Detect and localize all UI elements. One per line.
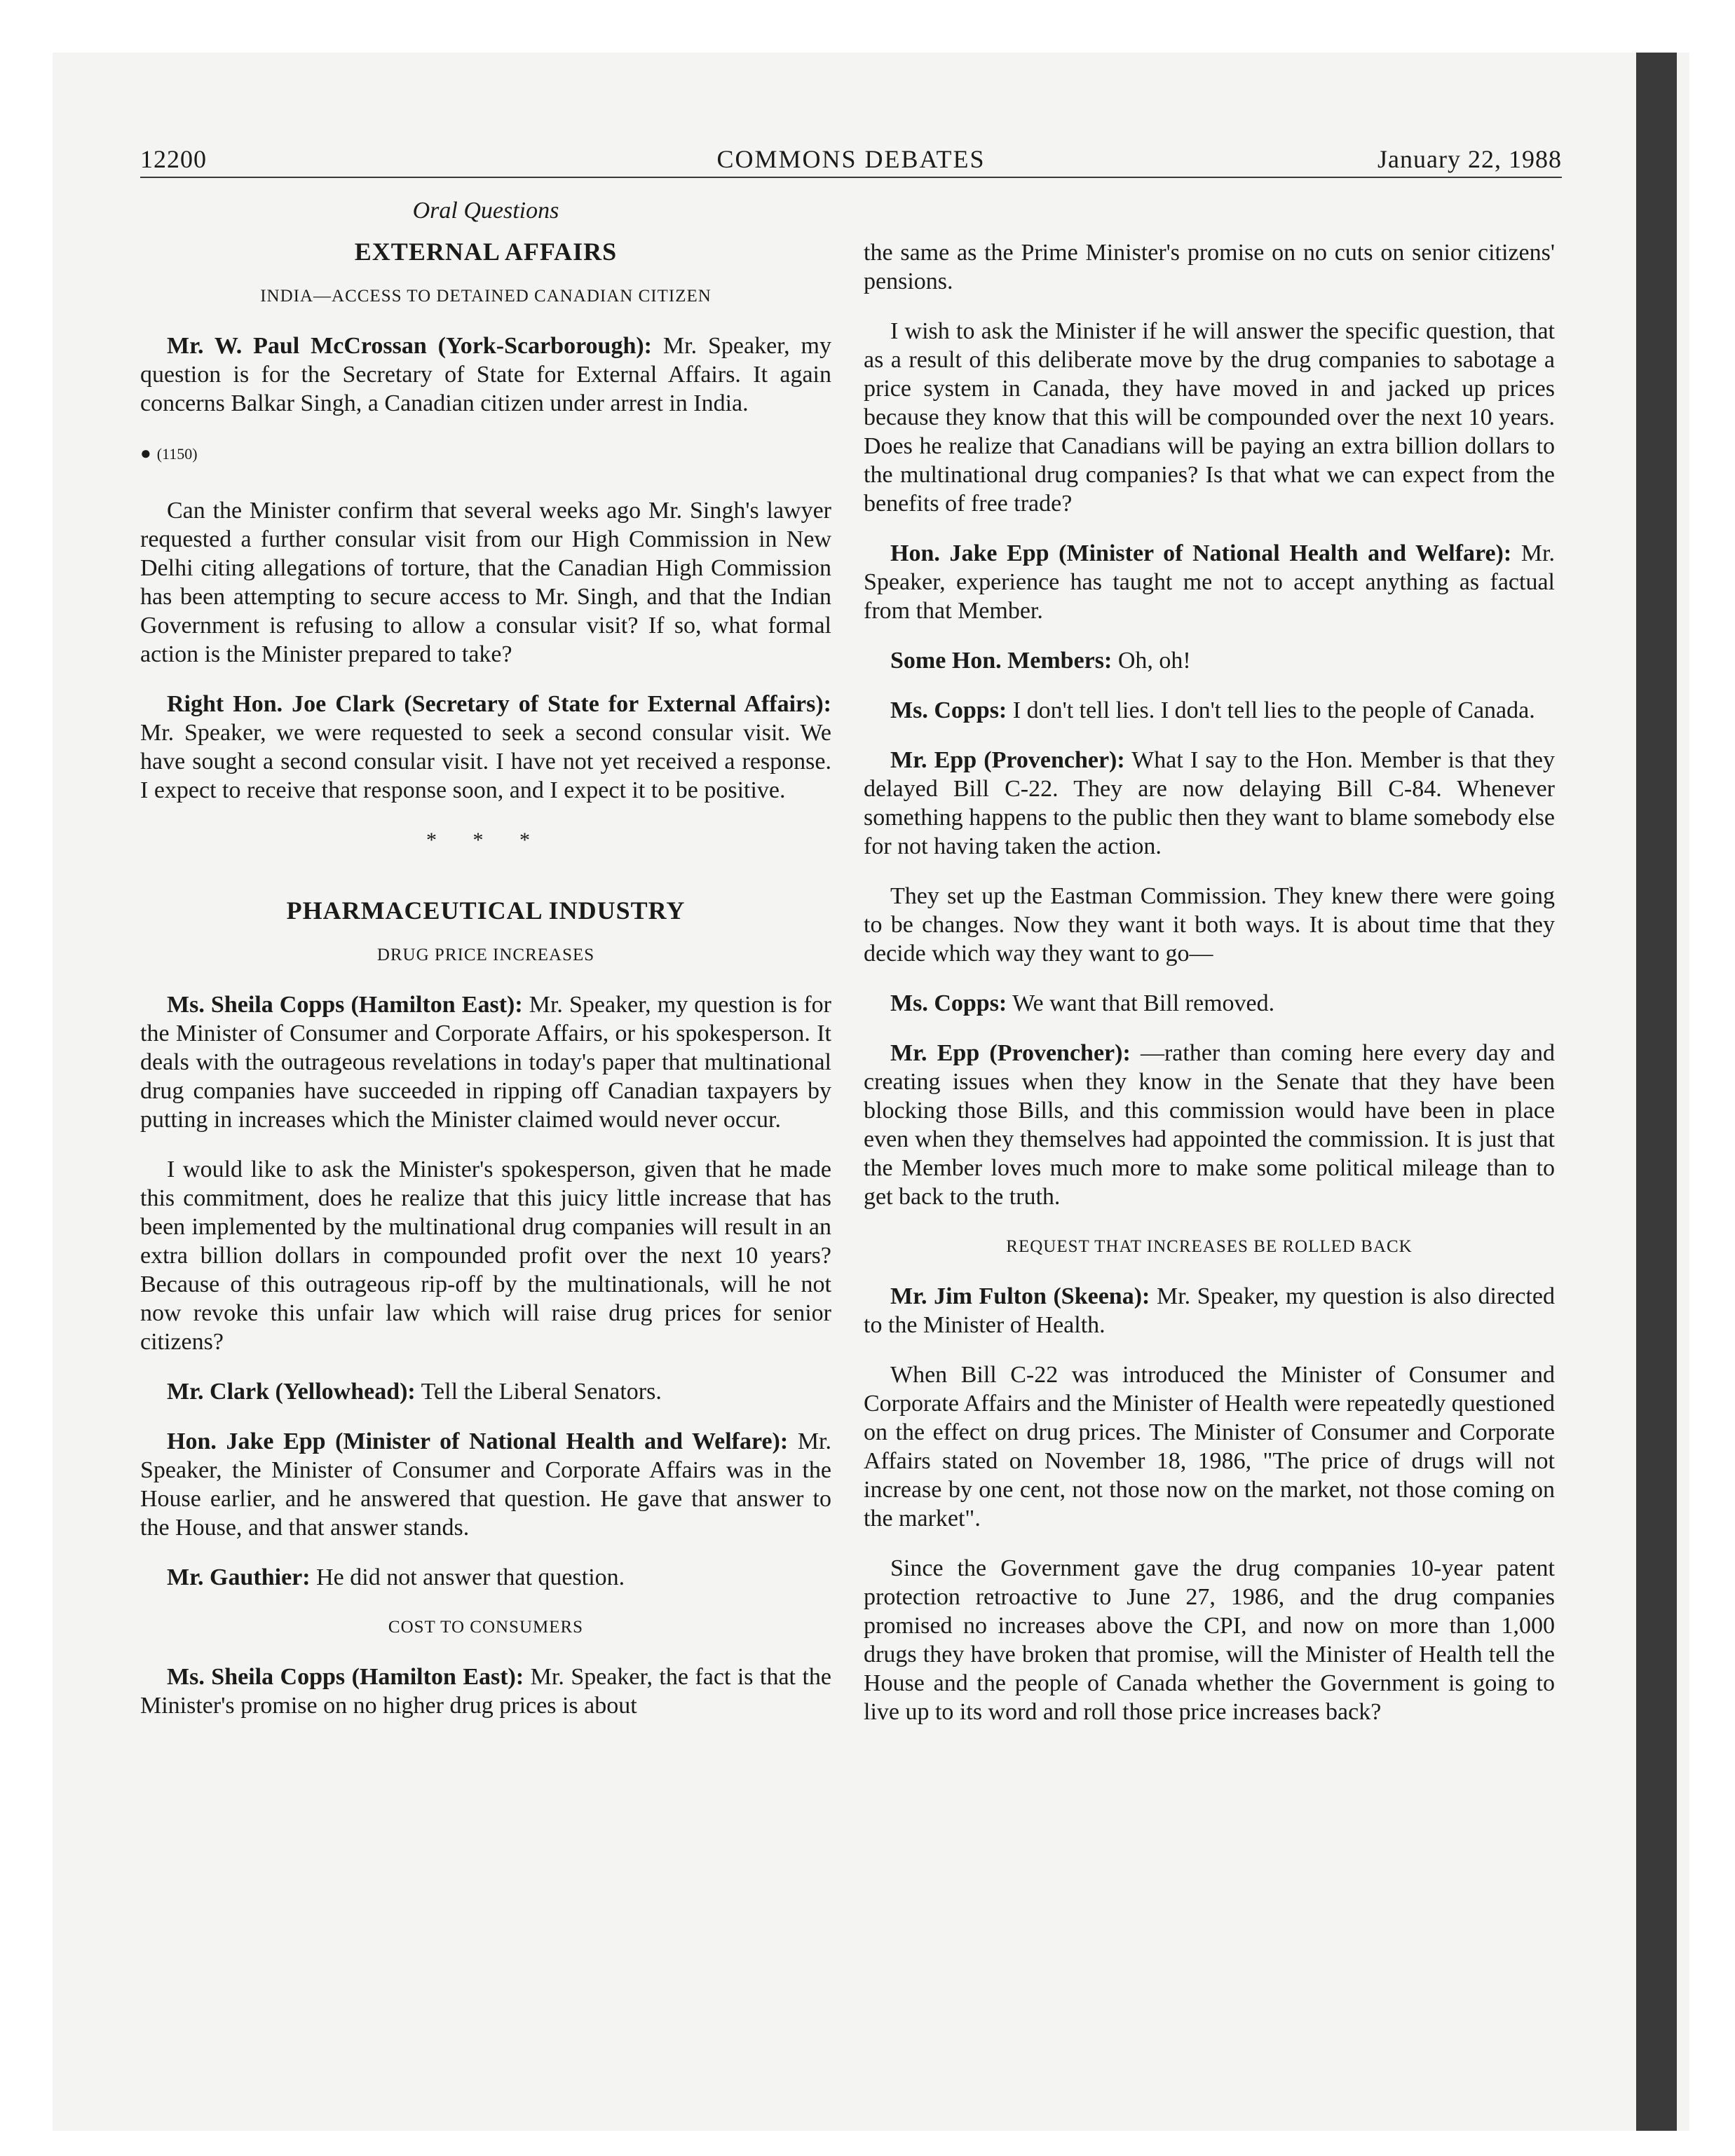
speech-text: Mr. Speaker, the fact is that the Minister's promise on no higher drug prices is about [140, 1664, 831, 1719]
page-header [140, 142, 1562, 178]
speaker-name: Mr. Epp (Provencher): [890, 747, 1125, 773]
paragraph [140, 1427, 831, 1542]
paragraph [140, 1663, 831, 1720]
speech-text: He did not answer that question. [310, 1564, 625, 1590]
speech-text: Mr. Speaker, we were requested to seek a second consular visit. We have sought a second consular visit. I have not yet received a response. I expect to receive that response soon, and I expect it to be positive. [140, 720, 831, 803]
subsection-title-india: INDIA—ACCESS TO DETAINED CANADIAN CITIZEN [260, 287, 712, 306]
speaker-name: Mr. Jim Fulton (Skeena): [890, 1283, 1150, 1309]
subsection-title-cost: COST TO CONSUMERS [388, 1618, 584, 1637]
paragraph [140, 990, 831, 1134]
paragraph [140, 332, 831, 418]
paragraph: When Bill C-22 was introduced the Minister of Consumer and Corporate Affairs and the Minister of Health were repeatedly questioned on the effect on drug prices. The Minister of Consumer and Corporate Affairs stated on November 18, 1986, "The price of drugs will not increase by one cent, not those now on the market, not those coming on the market". [864, 1362, 1555, 1531]
paragraph [864, 646, 1555, 675]
subsection-title-drug-price: DRUG PRICE INCREASES [376, 946, 595, 964]
bullet-icon: ● [140, 443, 151, 463]
paragraph: Since the Government gave the drug companies 10-year patent protection retroactive to June 27, 1986, and the drug companies promised no increases above the CPI, and now on more than 1,000 drugs they have broken that promise, will the Minister of Health tell the House and the people of Canada whether the Government is going to live up to its word and roll those price increases back? [864, 1555, 1555, 1725]
speaker-name: Hon. Jake Epp (Minister of National Health and Welfare): [890, 540, 1512, 566]
paragraph: I would like to ask the Minister's spokesperson, given that he made this commitment, does he realize that this juicy little increase that has been implemented by the multinational drug companies will result in an extra billion dollars in compounded profit over the next 10 years? Because of this outrageous rip-off by the multinationals, will he not now revoke this unfair law which will raise drug prices for senior citizens? [140, 1157, 831, 1355]
paragraph: I wish to ask the Minister if he will answer the specific question, that as a result of this deliberate move by the drug companies to sabotage a price system in Canada, they have moved in and jacked up prices because they know that this will be compounded over the next 10 years. Does he realize that Canadians will be paying an extra billion dollars to the multinational drug companies? Is that what we can expect from the benefits of free trade? [864, 318, 1555, 517]
left-column [140, 196, 831, 1741]
speaker-name: Some Hon. Members: [890, 648, 1113, 674]
speaker-name: Ms. Sheila Copps (Hamilton East): [167, 992, 523, 1018]
paragraph: They set up the Eastman Commission. They knew there were going to be changes. Now they want it both ways. It is about time that they decide which way they want to go— [864, 883, 1555, 967]
speaker-name: Mr. W. Paul McCrossan (York-Scarborough): [167, 333, 653, 359]
speaker-name: Mr. Gauthier: [167, 1564, 311, 1590]
speech-text: Mr. Speaker, my question is also directed to the Minister of Health. [864, 1283, 1556, 1338]
speaker-name: Ms. Copps: [890, 990, 1007, 1016]
paragraph [140, 690, 831, 805]
speech-text: Mr. Speaker, experience has taught me not to accept anything as factual from that Member. [864, 540, 1555, 624]
right-column [864, 238, 1555, 1747]
paragraph [864, 539, 1555, 625]
speaker-name: Ms. Copps: [890, 697, 1007, 723]
speaker-name: Mr. Epp (Provencher): [890, 1040, 1131, 1066]
section-title-pharmaceutical: PHARMACEUTICAL INDUSTRY [286, 896, 686, 925]
paragraph [864, 746, 1555, 861]
speaker-name: Hon. Jake Epp (Minister of National Health and Welfare): [167, 1428, 789, 1454]
section-title-external-affairs: EXTERNAL AFFAIRS [354, 238, 618, 266]
speech-text: Mr. Speaker, my question is for the Secretary of State for External Affairs. It again concerns Balkar Singh, a Canadian citizen under arrest in India. [140, 333, 831, 416]
speech-text: Mr. Speaker, the Minister of Consumer and Corporate Affairs was in the House earlier, and he answered that question. He gave that answer to the House, and that answer stands. [140, 1428, 831, 1541]
subsection-title-rollback: REQUEST THAT INCREASES BE ROLLED BACK [1006, 1237, 1413, 1256]
page-number: 12200 [140, 145, 207, 173]
paragraph: the same as the Prime Minister's promise on no cuts on senior citizens' pensions. [864, 240, 1555, 294]
paragraph [140, 1563, 831, 1592]
scan-binding-edge [1636, 53, 1677, 2131]
speaker-name: Right Hon. Joe Clark (Secretary of State for External Affairs): [167, 691, 831, 717]
paragraph [864, 1039, 1555, 1211]
oral-questions-heading: Oral Questions [412, 198, 559, 224]
paragraph: Can the Minister confirm that several weeks ago Mr. Singh's lawyer requested a further consular visit from our High Commission in New Delhi citing allegations of torture, that the Canadian High Commission has been attempting to secure access to Mr. Singh, and that the Indian Government is refusing to allow a consular visit? If so, what formal action is the Minister prepared to take? [140, 498, 831, 667]
section-separator: * * * [426, 828, 545, 852]
paragraph [864, 1282, 1555, 1339]
paragraph [140, 1377, 831, 1406]
speech-text: Mr. Speaker, my question is for the Minister of Consumer and Corporate Affairs, or his spokesperson. It deals with the outrageous revelations in today's paper that multinational drug companies have succeeded in ripping off Canadian taxpayers by putting in increases which the Minister claimed would never occur. [140, 992, 831, 1133]
speech-text: Tell the Liberal Senators. [415, 1379, 662, 1405]
publication-title: COMMONS DEBATES [716, 145, 986, 173]
time-marker-label: (1150) [156, 445, 198, 463]
speech-text: Oh, oh! [1112, 648, 1191, 674]
speaker-name: Mr. Clark (Yellowhead): [167, 1379, 416, 1405]
page-date: January 22, 1988 [1377, 145, 1562, 173]
speech-text: —rather than coming here every day and creating issues when they know in the Senate that they have been blocking those Bills, and this commission would have been in place even when they themselves had appointed the commission. It is just that the Member loves much more to make some political mileage than to get back to the truth. [864, 1040, 1556, 1210]
speech-text: What I say to the Hon. Member is that they delayed Bill C-22. They are now delaying Bill C-84. Whenever something happens to the public then they want to blame somebody else for not having taken the action. [864, 747, 1556, 859]
paragraph [864, 696, 1555, 725]
paragraph [864, 989, 1555, 1018]
speaker-name: Ms. Sheila Copps (Hamilton East): [167, 1664, 524, 1690]
time-marker [140, 439, 831, 468]
speech-text: I don't tell lies. I don't tell lies to the people of Canada. [1007, 697, 1535, 723]
speech-text: We want that Bill removed. [1007, 990, 1275, 1016]
